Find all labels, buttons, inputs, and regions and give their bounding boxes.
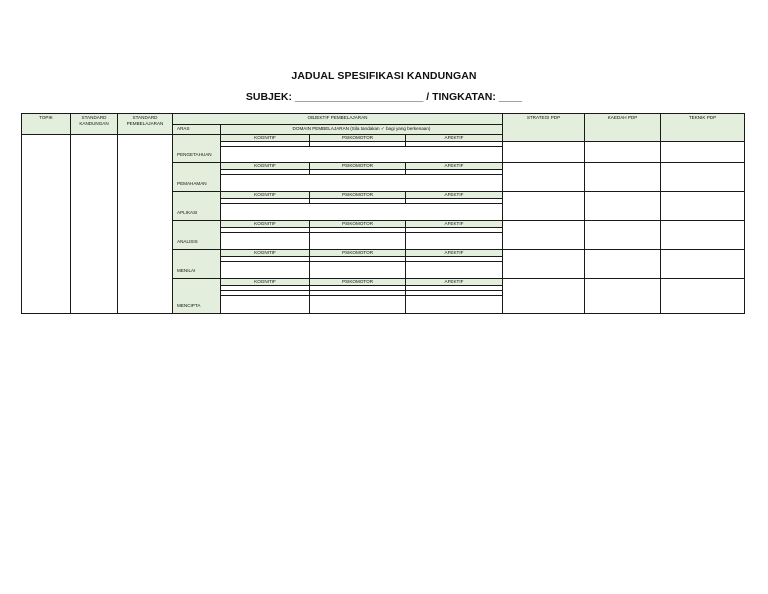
level-label: MENCIPTA bbox=[173, 279, 221, 314]
level-label: PEMAHAMAN bbox=[173, 163, 221, 192]
domain-kognitif: KOGNITIF bbox=[221, 279, 310, 286]
objective-afektif-cell[interactable] bbox=[406, 262, 503, 279]
objective-psikomotor-cell[interactable] bbox=[310, 262, 406, 279]
kaedah-cell[interactable] bbox=[585, 142, 661, 163]
domain-kognitif: KOGNITIF bbox=[221, 163, 310, 170]
domain-kognitif: KOGNITIF bbox=[221, 192, 310, 199]
header-teknik: TEKNIK PDP bbox=[661, 114, 745, 142]
strategi-cell[interactable] bbox=[503, 192, 585, 221]
kaedah-cell[interactable] bbox=[585, 250, 661, 279]
header-objektif: OBJEKTIF PEMBELAJARAN bbox=[173, 114, 503, 125]
specification-table bbox=[21, 113, 745, 314]
domain-psikomotor: PSIKOMOTOR bbox=[310, 163, 406, 170]
objective-text-cell[interactable] bbox=[221, 204, 503, 221]
domain-kognitif: KOGNITIF bbox=[221, 221, 310, 228]
domain-afektif: AFEKTIF bbox=[406, 163, 503, 170]
header-standard-pembelajaran: STANDARD PEMBELAJARAN bbox=[118, 114, 173, 135]
teknik-cell[interactable] bbox=[661, 142, 745, 163]
strategi-cell[interactable] bbox=[503, 221, 585, 250]
header-aras: ARAS bbox=[173, 125, 221, 135]
domain-afektif: AFEKTIF bbox=[406, 221, 503, 228]
teknik-cell[interactable] bbox=[661, 221, 745, 250]
teknik-cell[interactable] bbox=[661, 279, 745, 314]
teknik-cell[interactable] bbox=[661, 192, 745, 221]
header-kaedah: KAEDAH PDP bbox=[585, 114, 661, 142]
domain-afektif: AFEKTIF bbox=[406, 192, 503, 199]
standard-pembelajaran-cell[interactable] bbox=[118, 135, 173, 314]
domain-afektif: AFEKTIF bbox=[406, 250, 503, 257]
objective-kognitif-cell[interactable] bbox=[221, 262, 310, 279]
objective-afektif-cell[interactable] bbox=[406, 233, 503, 250]
topik-cell[interactable] bbox=[22, 135, 71, 314]
standard-kandungan-cell[interactable] bbox=[71, 135, 118, 314]
domain-psikomotor: PSIKOMOTOR bbox=[310, 279, 406, 286]
objective-psikomotor-cell[interactable] bbox=[310, 233, 406, 250]
header-topik: TOPIK bbox=[22, 114, 71, 135]
level-label: APLIKASI bbox=[173, 192, 221, 221]
objective-text-cell[interactable] bbox=[221, 147, 503, 163]
domain-afektif: AFEKTIF bbox=[406, 135, 503, 142]
domain-psikomotor: PSIKOMOTOR bbox=[310, 135, 406, 142]
domain-kognitif: KOGNITIF bbox=[221, 250, 310, 257]
header-domain: DOMAIN PEMBELAJARAN (Sila tandakan ✓ bagi yang berkenaan) bbox=[221, 125, 503, 135]
specification-table-wrap bbox=[21, 113, 744, 314]
domain-psikomotor: PSIKOMOTOR bbox=[310, 192, 406, 199]
teknik-cell[interactable] bbox=[661, 250, 745, 279]
objective-text-cell[interactable] bbox=[221, 175, 503, 192]
domain-psikomotor: PSIKOMOTOR bbox=[310, 221, 406, 228]
document-subtitle: SUBJEK: ______________________ / TINGKATAN: ____ bbox=[245, 91, 523, 103]
domain-afektif: AFEKTIF bbox=[406, 279, 503, 286]
objective-afektif-cell[interactable] bbox=[406, 296, 503, 314]
teknik-cell[interactable] bbox=[661, 163, 745, 192]
strategi-cell[interactable] bbox=[503, 279, 585, 314]
domain-kognitif: KOGNITIF bbox=[221, 135, 310, 142]
objective-kognitif-cell[interactable] bbox=[221, 296, 310, 314]
header-strategi: STRATEGI PDP bbox=[503, 114, 585, 142]
kaedah-cell[interactable] bbox=[585, 279, 661, 314]
header-standard-kandungan: STANDARD KANDUNGAN bbox=[71, 114, 118, 135]
kaedah-cell[interactable] bbox=[585, 163, 661, 192]
strategi-cell[interactable] bbox=[503, 163, 585, 192]
level-label: MENILAI bbox=[173, 250, 221, 279]
domain-psikomotor: PSIKOMOTOR bbox=[310, 250, 406, 257]
document-title: JADUAL SPESIFIKASI KANDUNGAN bbox=[291, 70, 477, 82]
kaedah-cell[interactable] bbox=[585, 192, 661, 221]
kaedah-cell[interactable] bbox=[585, 221, 661, 250]
objective-kognitif-cell[interactable] bbox=[221, 233, 310, 250]
strategi-cell[interactable] bbox=[503, 142, 585, 163]
level-label: PENGETAHUAN bbox=[173, 135, 221, 163]
objective-psikomotor-cell[interactable] bbox=[310, 296, 406, 314]
level-label: ANALISIS bbox=[173, 221, 221, 250]
strategi-cell[interactable] bbox=[503, 250, 585, 279]
